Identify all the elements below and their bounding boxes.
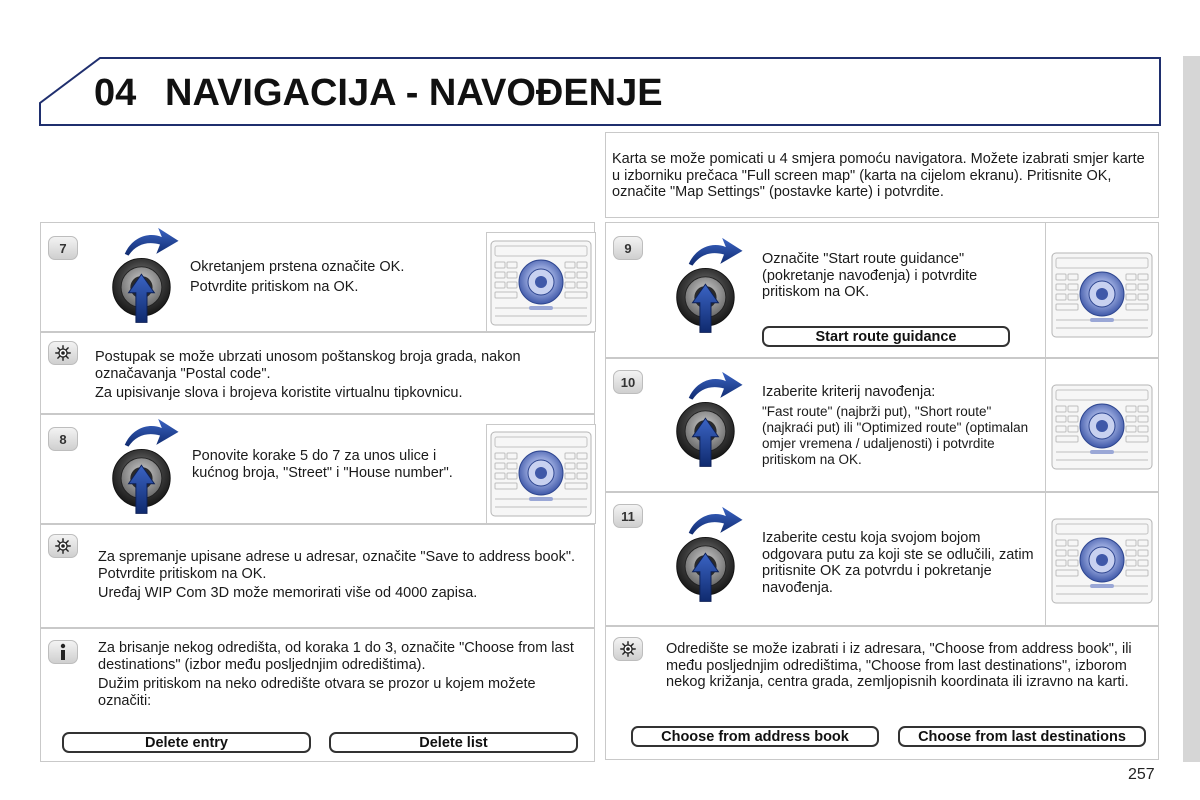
info-icon bbox=[48, 640, 78, 664]
step-number-badge: 10 bbox=[613, 370, 643, 394]
step-number-badge: 9 bbox=[613, 236, 643, 260]
step-10-line-1: Izaberite kriterij navođenja: bbox=[762, 384, 936, 400]
info-text bbox=[98, 640, 578, 712]
choose-from-address-book-button[interactable]: Choose from address book bbox=[631, 726, 879, 747]
radio-unit-icon bbox=[489, 238, 593, 328]
radio-unit-icon bbox=[1050, 516, 1154, 606]
delete-list-button[interactable]: Delete list bbox=[329, 732, 578, 753]
step-number-badge: 7 bbox=[48, 236, 78, 260]
page-number: 257 bbox=[1128, 766, 1155, 783]
radio-unit-icon bbox=[489, 429, 593, 519]
step-9-text: Označite "Start route guidance" (pokretanje navođenja) i potvrdite pritiskom na OK. bbox=[762, 251, 978, 300]
tip-save-text bbox=[98, 549, 588, 605]
tip-star-icon bbox=[48, 341, 78, 365]
side-tab-bar bbox=[1183, 56, 1200, 762]
chapter-number: 04 bbox=[94, 72, 137, 114]
step-11-text: Izaberite cestu koja svojom bojom odgovara putu za koji ste se odlučili, zatim pritisnite OK za potvrdu i pokretanje navođenja. bbox=[762, 530, 1034, 596]
radio-unit-icon bbox=[1050, 382, 1154, 472]
tip-postal-line-2: Za upisivanje slova i brojeva koristite virtualnu tipkovnicu. bbox=[95, 385, 463, 401]
tip-star-icon bbox=[613, 637, 643, 661]
intro-note-text: Karta se može pomicati u 4 smjera pomoću navigatora. Možete izabrati smjer karte u izborniku prečaca "Full screen map" (karta na cijelom ekranu). Pritisnite OK, označite "Map Settings" (postavke karte) i potvrdite. bbox=[612, 151, 1145, 200]
step-7-line-2: Potvrdite pritiskom na OK. bbox=[190, 278, 359, 295]
tip-destination-text: Odredište se može izabrati i iz adresara, "Choose from address book", ili među posljednjim odredištima, "Choose from last destinations", izborom nekog križanja, centra grada, zemljopisnih koordinata ili izravno na karti. bbox=[666, 641, 1132, 690]
radio-unit-icon bbox=[1050, 250, 1154, 340]
tip-save-line-2: Uređaj WIP Com 3D može memorirati više od 4000 zapisa. bbox=[98, 585, 478, 601]
tip-save-line-1: Za spremanje upisane adrese u adresar, označite "Save to address book". Potvrdite pritiskom na OK. bbox=[98, 549, 575, 582]
choose-from-last-destinations-button[interactable]: Choose from last destinations bbox=[898, 726, 1146, 747]
tip-postal-line-1: Postupak se može ubrzati unosom poštanskog broja grada, nakon označavanja "Postal code". bbox=[95, 349, 521, 382]
step-number-badge: 11 bbox=[613, 504, 643, 528]
start-route-guidance-button[interactable]: Start route guidance bbox=[762, 326, 1010, 347]
step-10-line-2: "Fast route" (najbrži put), "Short route" (najkraći put) ili "Optimized route" (optimalan omjer vremena / udaljenosti) i potvrdite pritiskom na OK. bbox=[762, 403, 1029, 467]
page-title: NAVIGACIJA - NAVOĐENJE bbox=[165, 72, 663, 114]
step-10-text bbox=[762, 384, 1037, 471]
info-line-2: Dužim pritiskom na neko odredište otvara se prozor u kojem možete označiti: bbox=[98, 676, 536, 709]
step-8-text: Ponovite korake 5 do 7 za unos ulice i kućnog broja, "Street" i "House number". bbox=[192, 448, 453, 481]
info-line-1: Za brisanje nekog odredišta, od koraka 1 do 3, označite "Choose from last destinations" (izbor među posljednjim odredištima). bbox=[98, 640, 574, 673]
step-7-text bbox=[190, 259, 480, 298]
tip-star-icon bbox=[48, 534, 78, 558]
delete-entry-button[interactable]: Delete entry bbox=[62, 732, 311, 753]
step-number-badge: 8 bbox=[48, 427, 78, 451]
tip-postal-text bbox=[95, 349, 585, 405]
step-7-line-1: Okretanjem prstena označite OK. bbox=[190, 259, 405, 275]
